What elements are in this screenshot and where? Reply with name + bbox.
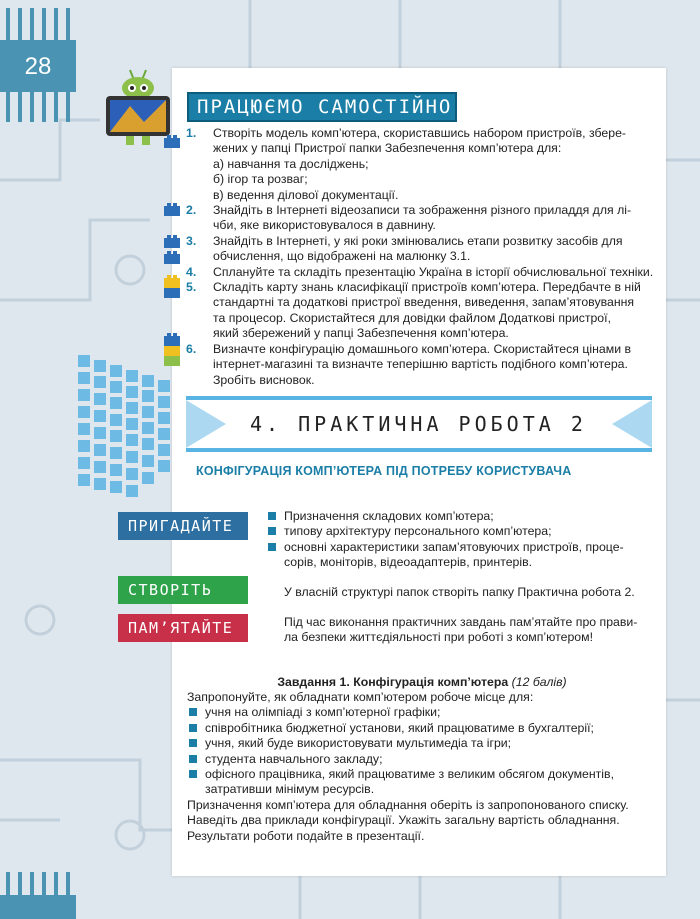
brick-icon	[164, 203, 180, 216]
task-item-1: 1. Створіть модель комп’ютера, скориставшись набором пристроїв, збере- жених у папці Пристрої папки Забезпечення комп’ютера для: а) навчання та досліджень; б) ігор та розваг; в) ведення ділової документації.	[186, 126, 627, 202]
bullet-square-icon	[189, 724, 197, 732]
list-item: учня на олімпіаді з комп’ютерної графіки;	[187, 705, 657, 720]
list-item: співробітника бюджетної установи, який працюватиме в бухгалтерії;	[187, 721, 657, 736]
task1-title: Завдання 1. Конфігурація комп’ютера (12 балів)	[277, 675, 567, 689]
remember-label: ПАМ’ЯТАЙТЕ	[118, 614, 248, 642]
list-item: типову архітектуру персонального комп’ютера;	[268, 524, 658, 539]
practical-work-title: 4. ПРАКТИЧНА РОБОТА 2	[250, 412, 587, 436]
recall-list	[268, 509, 658, 571]
practical-subtitle: КОНФІГУРАЦІЯ КОМП’ЮТЕРА ПІД ПОТРЕБУ КОРИСТУВАЧА	[196, 464, 572, 478]
brick-stack-icon	[164, 275, 180, 298]
list-item-continuation: затративши мінімум ресурсів.	[205, 782, 375, 797]
task1-outro-line: Призначення комп’ютера для обладнання оберіть із запропонованого списку.	[187, 797, 629, 812]
create-text: У власній структурі папок створіть папку Практична робота 2.	[284, 585, 635, 599]
task1-outro-line: Результати роботи подайте в презентації.	[187, 828, 425, 843]
bullet-square-icon	[189, 755, 197, 763]
brick-icon	[164, 251, 180, 264]
independent-task-list	[186, 126, 656, 388]
list-item: основні характеристики запам’ятовуючих пристроїв, проце-	[268, 540, 658, 555]
bullet-square-icon	[189, 770, 197, 778]
list-item: студента навчального закладу;	[187, 752, 657, 767]
bullet-square-icon	[189, 708, 197, 716]
create-label: СТВОРІТЬ	[118, 576, 248, 604]
section-banner-work-independently: ПРАЦЮЄМО САМОСТІЙНО	[187, 92, 457, 122]
task-item-5: 5. Складіть карту знань класифікації пристроїв комп’ютера. Передбачте в ній стандартні та додаткові пристрої введення, виведення, запам’ятовування та процесор. Скористайтеся для довідки файлом Додаткові пристрої, який збережений у папці Забезпечення комп’ютера.	[186, 280, 641, 341]
task1-outro-line: Наведіть два приклади конфігурації. Укажіть загальну вартість обладнання.	[187, 813, 620, 828]
bullet-square-icon	[189, 739, 197, 747]
difficulty-brick-icons	[160, 126, 186, 366]
bullet-square-icon	[268, 527, 276, 535]
task1-body	[187, 690, 657, 844]
brick-icon	[164, 135, 180, 148]
brick-icon	[164, 235, 180, 248]
list-item: Призначення складових комп’ютера;	[268, 509, 658, 524]
task-item-2: 2. Знайдіть в Інтернеті відеозаписи та зображення різного приладдя для лі- чби, яке використовувалося в давнину.	[186, 203, 632, 233]
bullet-square-icon	[268, 512, 276, 520]
list-item: учня, який буде використовувати мультимедіа та ігри;	[187, 736, 657, 751]
recall-label: ПРИГАДАЙТЕ	[118, 512, 248, 540]
task-item-4: 4. Сплануйте та складіть презентацію Україна в історії обчислювальної техніки.	[186, 264, 654, 279]
list-item: офісного працівника, який працюватиме з великим обсягом документів,	[187, 767, 657, 782]
task-item-6: 6. Визначте конфігурацію домашнього комп’ютера. Скористайтеся цінами в інтернет-магазині та визначте теперішню вартість подібного комп’ютера. Зробіть висновок.	[186, 341, 632, 387]
remember-text: Під час виконання практичних завдань пам’ятайте про прави- ла безпеки життєдіяльності при роботі з комп’ютером!	[284, 615, 638, 645]
list-item-continuation: сорів, моніторів, відеоадаптерів, принтерів.	[284, 555, 533, 570]
task-item-3: 3. Знайдіть в Інтернеті, у які роки змінювались етапи розвитку засобів для обчислення, що відображені на малюнку 3.1.	[186, 233, 623, 264]
brick-stack-icon	[164, 333, 180, 366]
page-number: 28	[0, 44, 76, 90]
bullet-square-icon	[268, 543, 276, 551]
task1-intro: Запропонуйте, як обладнати комп’ютером робоче місце для:	[187, 690, 534, 704]
